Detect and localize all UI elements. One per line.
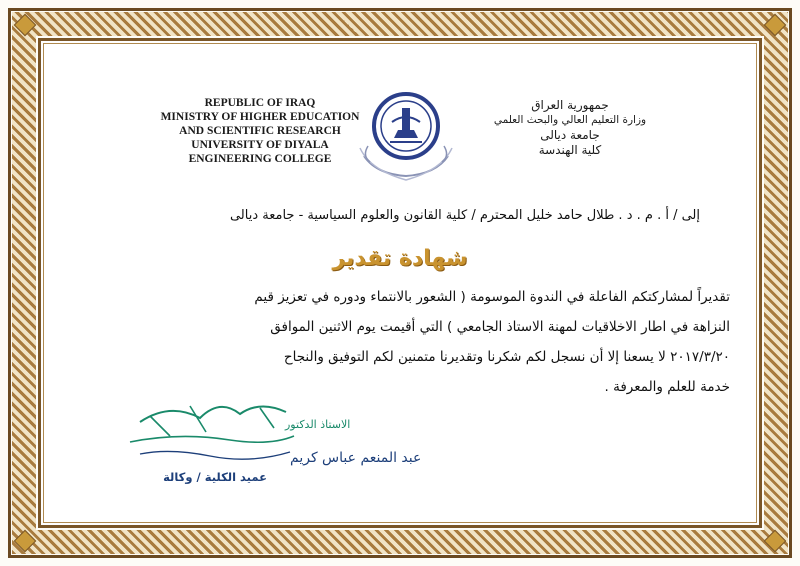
university-seal-icon [356,86,456,182]
handwritten-signature-icon [110,392,422,502]
body-line: تقديراً لمشاركتكم الفاعلة في الندوة الموسومة ( الشعور بالانتماء ودوره في تعزيز قيم [254,289,730,305]
english-header-line: ENGINEERING COLLEGE [188,153,332,165]
arabic-header-line: جامعة ديالى [540,128,600,142]
arabic-header-line: وزارة التعليم العالي والبحث العلمي [493,114,647,126]
arabic-header-line: كلية الهندسة [538,143,602,157]
arabic-header [490,98,650,158]
body-line: خدمة للعلم والمعرفة . [604,379,730,395]
signature-handwritten-name: عبد المنعم عباس كريم [290,450,422,466]
arabic-header-line: جمهورية العراق [531,98,609,112]
english-header-line: UNIVERSITY OF DIYALA [191,139,329,151]
english-header-line: REPUBLIC OF IRAQ [204,97,316,109]
certificate-title: شهادة تقدير [332,246,468,271]
certificate-body [70,282,730,402]
body-line: النزاهة في اطار الاخلاقيات لمهنة الاستاذ الجامعي ) التي أقيمت يوم الاثنين الموافق [270,319,730,335]
addressee-line: إلى / أ . م . د . طلال حامد خليل المحترم / كلية القانون والعلوم السياسية - جامعة ديالى [229,208,700,223]
english-header [150,96,370,166]
signatory-role: عميد الكلية / وكالة [163,470,267,484]
english-header-line: AND SCIENTIFIC RESEARCH [179,125,341,137]
signature-handwritten-title: الاستاذ الدكتور [285,418,351,431]
english-header-line: MINISTRY OF HIGHER EDUCATION [160,111,360,123]
body-line: ٢٠١٧/٣/٢٠ لا يسعنا إلا أن نسجل لكم شكرنا وتقديرنا متمنين لكم التوفيق والنجاح [283,349,730,365]
